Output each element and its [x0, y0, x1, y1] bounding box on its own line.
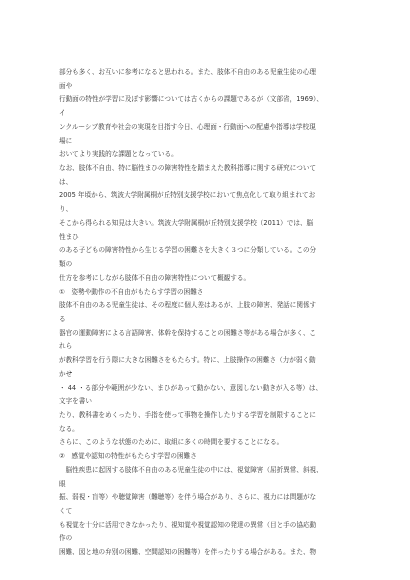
body-text: [59, 66, 359, 560]
text-line: なる。: [59, 424, 79, 433]
text-line: 肢体不自由のある児童生徒は、その程度に個人差はあるが、上肢の障害、発話に関係す: [59, 301, 317, 310]
text-line: 脳性疾患に起因する肢体不自由のある児童生徒の中には、視覚障害（屈折異常、斜視、: [59, 465, 323, 474]
text-line: のある子どもの障害特性から生じる学習の困難さを大きく３つに分類している。この分: [59, 246, 317, 255]
text-line: る: [59, 314, 66, 323]
text-line: くて: [59, 507, 73, 515]
text-line: 器官の運動障害による言語障害、体幹を保持することの困難さ等がある場合が多く、こ: [59, 328, 317, 337]
text-line: も視覚を十分に活用できなかったり、視知覚や視覚認知の発達の異常（目と手の協応動: [59, 520, 317, 529]
text-line: 2005 年頃から、筑波大学附属桐が丘特別支援学校において焦点化して取り組まれてお: [59, 191, 316, 200]
text-line: 性まひ: [59, 232, 79, 241]
text-line: 困難、図と地の弁別の困難、空間認知の困難等）を伴ったりする場合がある。また、物: [59, 548, 317, 557]
text-line-with-page-number: ・ 44 ・る部分や範囲が少ない、まひがあって動かない、意図しない動きが入る等）は、: [59, 383, 323, 392]
text-line: 振、弱視・盲等）や聴覚障害（難聴等）を伴う場合があり、さらに、視力には問題がな: [59, 493, 317, 502]
text-line: そこから得られる知見は大きい。筑波大学附属桐が丘特別支援学校（2011）では、脳: [59, 218, 314, 227]
text-line: り、: [59, 205, 73, 214]
text-line: 場に: [59, 136, 73, 145]
text-line: イ: [59, 109, 66, 118]
text-line: なお、肢体不自由、特に脳性まひの障害特性を踏まえた教科指導に関する研究について: [59, 164, 317, 173]
text-line: れら: [59, 342, 73, 351]
text-line: たり、教科書をめくったり、手指を使って事物を操作したりする学習を制限することに: [59, 410, 317, 419]
section-heading: ① 姿勢や動作の不自由がもたらす学習の困難さ: [59, 287, 204, 296]
text-line: が教科学習を行う際に大きな困難さをもたらす。特に、上肢操作の困難さ（力が弱く動: [59, 356, 316, 365]
text-line: 行動面の特性が学習に及ぼす影響については古くからの課題であるが（文部省，1969）、: [59, 95, 323, 104]
text-line: おいてより実践的な課題となっている。: [59, 150, 178, 159]
text-line: 文字を書い: [59, 397, 92, 406]
text-line: 類の: [59, 260, 73, 269]
text-line: かせ: [59, 369, 73, 378]
text-line: 面や: [59, 81, 73, 90]
text-line: さらに、このような状態のために、取組に多くの時間を要することになる。: [59, 438, 284, 447]
section-heading: ② 感覚や認知の特性がもたらす学習の困難さ: [59, 452, 197, 461]
text-line: 仕方を参考にしながら肢体不自由の障害特性について概観する。: [59, 273, 251, 282]
text-line: 作の: [59, 534, 73, 543]
text-line: 部分も多く、お互いに参考になると思われる。また、肢体不自由のある児童生徒の心理: [59, 68, 317, 76]
text-line: 眼: [59, 479, 66, 488]
text-line: ンクルーシブ教育や社会の実現を目指す今日、心理面・行動面への配慮や指導は学校現: [59, 122, 316, 131]
text-line: は、: [59, 177, 73, 186]
